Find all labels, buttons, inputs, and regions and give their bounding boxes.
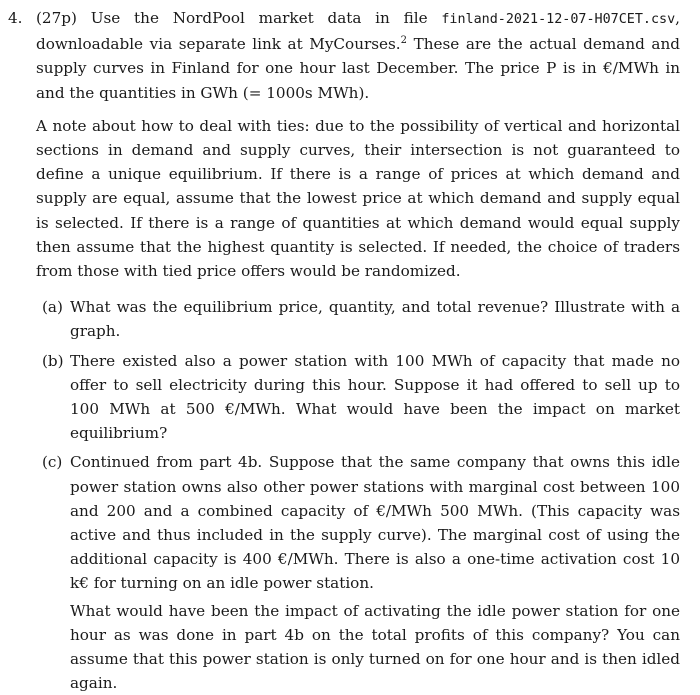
part-b-label: (b) <box>42 351 64 370</box>
part-b <box>36 349 680 446</box>
problem-4 <box>8 6 680 695</box>
data-file-name: finland-2021-12-07-H07CET.csv <box>441 12 676 27</box>
part-a-text: What was the equilibrium price, quantity, and total revenue? Illustrate with a graph. <box>70 298 680 341</box>
part-c-text: Continued from part 4b. Suppose that the same company that owns this idle power station owns also other power stations with marginal cost between 100 and 200 and a combined capacity of €/MWh 500 MWh. (This capacity was active and thus included in the supply curve). The marginal cost of using the additional capacity is 400 €/MWh. There is also a one-time activation cost 10 k€ for turning on an idle power station. <box>70 453 680 593</box>
points-label: (27p) <box>36 9 77 27</box>
part-c-label: (c) <box>42 453 63 472</box>
problem-intro <box>36 6 680 105</box>
footnote-marker: 2 <box>400 35 408 47</box>
part-c-continuation: What would have been the impact of activating the idle power station for one hour as was done in part 4b on the total profits of this company? You can assume that this power station is only turned on for one hour and is then idled again. <box>70 601 680 693</box>
ties-note: A note about how to deal with ties: due to the possibility of vertical and horizontal sections in demand and supply curves, their intersection is not guaranteed to define a unique equilibrium. If there is a range of prices at which demand and supply are equal, assume that the lowest price at which demand and supply equal is selected. If there is a range of quantities at which demand would equal supply then assume that the highest quantity is selected. If needed, the choice of traders from those with tied price offers would be randomized. <box>36 116 680 281</box>
intro-text-after-file: , downloadable via separate link at MyCourses. <box>36 9 680 54</box>
part-a <box>36 295 680 343</box>
intro-text-end: These are the actual demand and supply curves in Finland for one hour last December. The price P is in €/MWh in and the quantities in GWh (= 1000s MWh). <box>36 35 680 102</box>
part-b-text: There existed also a power station with 100 MWh of capacity that made no offer to sell electricity during this hour. Suppose it had offered to sell up to 100 MWh at 500 €/MWh. What would have been the impact on market equilibrium? <box>70 351 680 443</box>
intro-text-before-file: Use the NordPool market data in file <box>76 9 442 27</box>
problem-parts <box>36 295 680 695</box>
problem-number: 4. <box>8 9 23 27</box>
part-a-label: (a) <box>42 298 63 317</box>
part-c <box>36 450 680 695</box>
